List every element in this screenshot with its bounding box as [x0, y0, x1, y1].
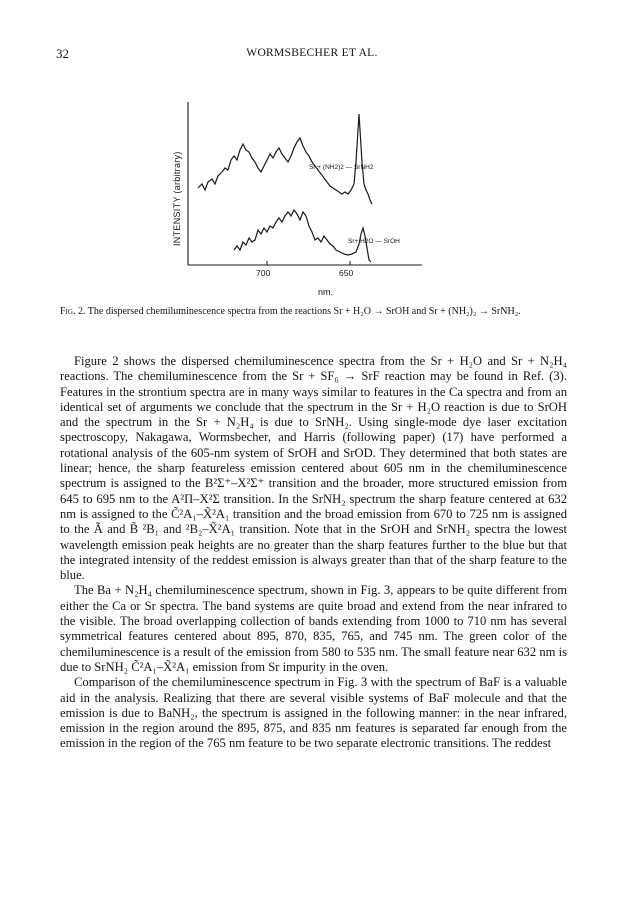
page-number: 32 — [56, 46, 69, 61]
lower-trace-label: Sr+ H2O — SrOH — [348, 238, 400, 245]
x-tick-label-650: 650 — [339, 268, 354, 278]
upper-spectrum-trace — [198, 114, 372, 204]
x-axis-unit: nm. — [318, 287, 334, 297]
caption-text: The dispersed chemiluminescence spectra from the reactions Sr + H₂O → SrOH and Sr + (NH₂)₂ → SrNH₂. — [87, 306, 521, 317]
spectra-plot — [160, 100, 460, 300]
running-head: WORMSBECHER ET AL. — [246, 47, 378, 59]
caption-label: Fig. 2. — [60, 306, 86, 317]
upper-trace-label: Sr + (NH2)2 — SrNH2 — [309, 164, 374, 171]
x-tick-label-700: 700 — [256, 268, 271, 278]
paragraph-1: Figure 2 shows the dispersed chemiluminescence spectra from the Sr + H₂O and Sr + N₂H₄ reactions. The chemiluminescence from the Sr + SF₆ → SrF reaction may be found in Ref. (3). Features in the strontium spectra are in many ways similar to features in the Ca spectra and from an identical set of arguments we conclude that the spectrum in the Sr + H₂O reaction is due to SrOH and the spectrum in the Sr + N₂H₄ is due to SrNH₂. Using single-mode dye laser excitation spectroscopy, Nakagawa, Wormsbecher, and Harris (following paper) (17) have performed a rotational analysis of the 605-nm system of SrOH and SrOD. They determined that both states are linear; hence, the sharp featureless emission centered about 605 nm in the chemiluminescence spectrum is assigned to the B²Σ⁺–X²Σ⁺ transition and the broader, more structured emission from 645 to 695 nm to the A²Π–X²Σ transition. In the SrNH₂ spectrum the sharp feature centered at 632 nm is assigned to the C̃²A₁–X̃²A₁ transition and the broad emission from 670 to 725 nm is assigned to the Ã and B̃ ²B₁ and ²B₂–X̃²A₁ transition. Note that in the SrOH and SrNH₂ spectra the lowest wavelength emission peak heights are no greater than the sharp features further to the blue but that the integrated intensity of the reddest emission is always greater than that of the sharp feature to the blue. — [60, 354, 567, 583]
y-axis-label: INTENSITY (arbitrary) — [172, 151, 182, 246]
body-text — [60, 354, 567, 752]
figure-spectra — [160, 100, 460, 300]
paragraph-2: The Ba + N₂H₄ chemiluminescence spectrum, shown in Fig. 3, appears to be quite different from either the Ca or Sr spectra. The band systems are quite broad and extend from the near infrared to the visible. The broad overlapping collection of bands extending from 1000 to 710 nm has several symmetrical features centered about 895, 870, 835, 765, and 745 nm. The green color of the chemiluminescence is a result of the emission from 580 to 535 nm. The small feature near 632 nm is due to SrNH₂ C̃²A₁–X̃²A₁ emission from Sr impurity in the oven. — [60, 583, 567, 674]
paragraph-3: Comparison of the chemiluminescence spectrum in Fig. 3 with the spectrum of BaF is a valuable aid in the analysis. Realizing that there are several visible systems of BaF molecule and that the emission is due to BaNH₂, the spectrum is assigned in the following manner: in the near infrared, emission in the region around the 895, 875, and 835 nm features is separated far enough from the emission in the region of the 765 nm feature to be two separate electronic transitions. The reddest — [60, 675, 567, 751]
figure-caption — [60, 305, 567, 318]
lower-spectrum-trace — [234, 210, 371, 262]
